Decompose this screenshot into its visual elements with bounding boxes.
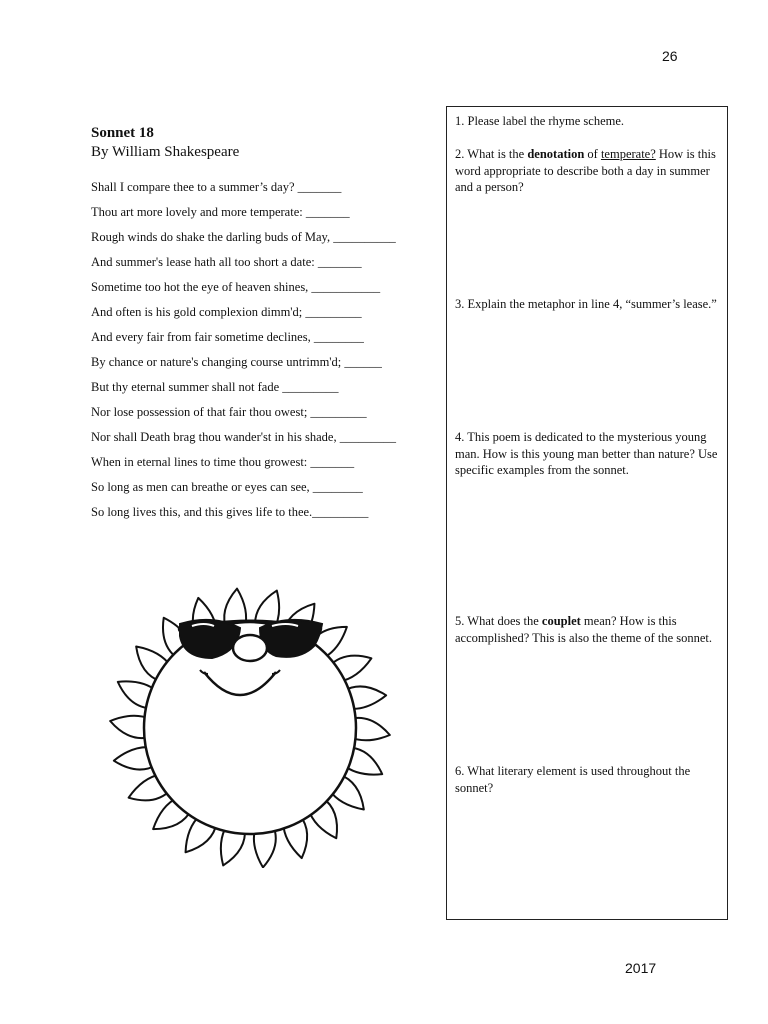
question-5-text: 5. What does the	[455, 614, 542, 628]
couplet-term: couplet	[541, 614, 581, 628]
question-1: 1. Please label the rhyme scheme.	[455, 114, 625, 128]
poem-title: Sonnet 18	[91, 125, 154, 141]
poem-line: Shall I compare thee to a summer’s day? _______	[91, 180, 342, 194]
question-2-text: How is this word appropriate to describe both a day in summer and a person?	[455, 147, 716, 194]
poem-line: So long lives this, and this gives life to thee._________	[91, 505, 369, 519]
poem-line: And every fair from fair sometime declines, ________	[91, 330, 364, 344]
poem-line: But thy eternal summer shall not fade _________	[91, 380, 339, 394]
poem-line: By chance or nature's changing course untrimm'd; ______	[91, 355, 382, 369]
poem-lines	[91, 179, 396, 529]
question-3: 3. Explain the metaphor in line 4, “summer’s lease.”	[455, 297, 717, 311]
poem-line: And often is his gold complexion dimm'd; _________	[91, 305, 362, 319]
temperate-term: temperate?	[600, 147, 656, 161]
question-6: 6. What literary element is used throughout the sonnet?	[455, 764, 691, 795]
sun-with-sunglasses-icon	[100, 568, 400, 868]
poem-line: Thou art more lovely and more temperate: _______	[91, 205, 350, 219]
poem-line: Sometime too hot the eye of heaven shines, ___________	[91, 280, 381, 294]
question-2-text: of	[584, 147, 601, 161]
sun-nose	[233, 635, 267, 661]
questions-box	[446, 106, 728, 920]
poem-line: When in eternal lines to time thou growest: _______	[91, 455, 355, 469]
poem-line: And summer's lease hath all too short a date: _______	[91, 255, 362, 269]
denotation-term: denotation	[527, 147, 585, 161]
footer-year: 2017	[625, 960, 657, 976]
poem-line: Nor lose possession of that fair thou owest; _________	[91, 405, 367, 419]
poem-author: By William Shakespeare	[91, 144, 240, 160]
question-2	[455, 146, 723, 196]
poem-line: Nor shall Death brag thou wander'st in his shade, _________	[91, 430, 396, 444]
question-4: 4. This poem is dedicated to the mysterious young man. How is this young man better than nature? Use specific examples from the sonnet.	[455, 430, 718, 477]
page-number: 26	[662, 48, 678, 64]
question-2-text: 2. What is the	[455, 147, 528, 161]
question-5-text: mean? How is this accomplished? This is also the theme of the sonnet.	[455, 614, 713, 645]
question-5	[455, 613, 723, 646]
poem-line: So long as men can breathe or eyes can see, ________	[91, 480, 363, 494]
poem-line: Rough winds do shake the darling buds of May, __________	[91, 230, 396, 244]
